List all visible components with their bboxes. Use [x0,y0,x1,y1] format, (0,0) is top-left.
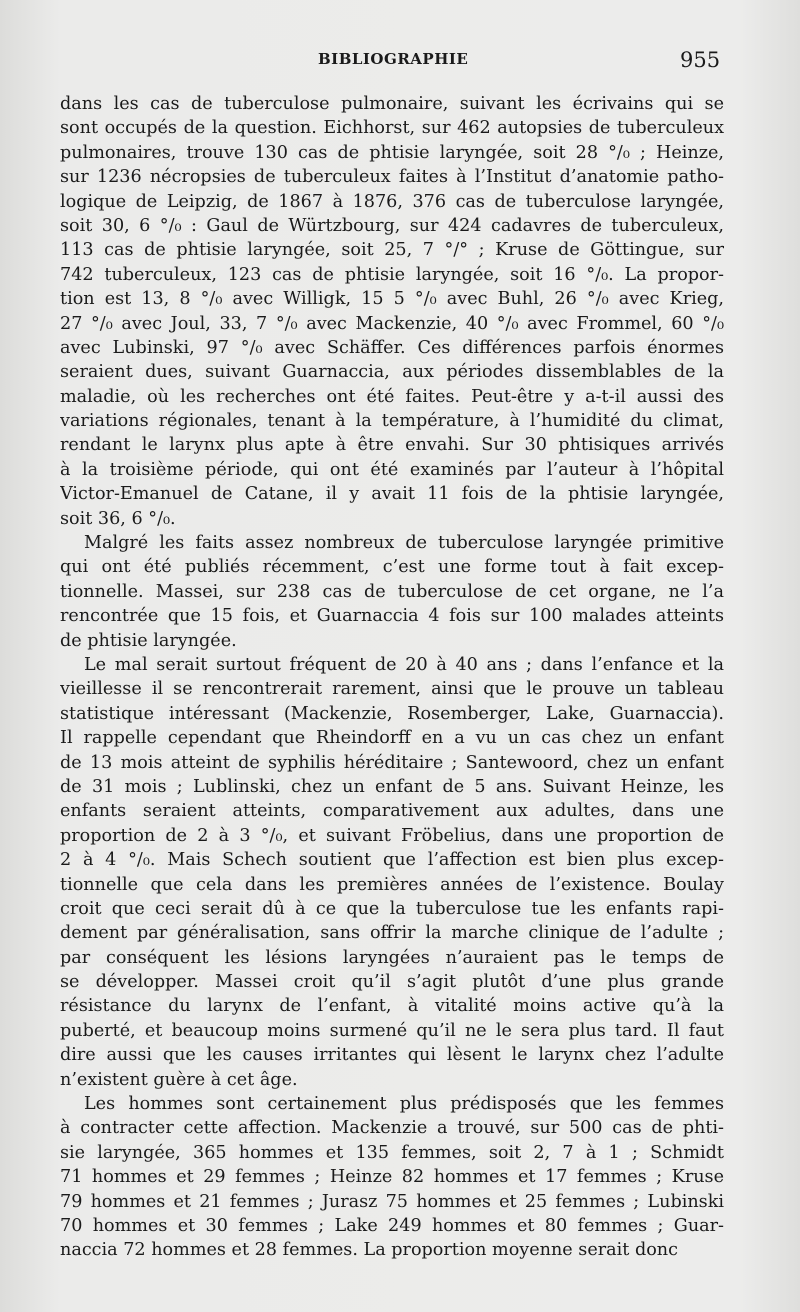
text-line: sont occupés de la question. Eichhorst, sur 462 autopsies de tuberculeux [60,118,724,139]
paragraph [60,1092,724,1263]
text-line: avec Lubinski, 97 °/₀ avec Schäffer. Ces différences parfois énormes [60,337,724,358]
paragraph [60,653,724,1092]
text-line: dans les cas de tuberculose pulmonaire, suivant les écrivains qui se [60,94,724,114]
text-line: 79 hommes et 21 femmes ; Jurasz 75 hommes et 25 femmes ; Lubinski [60,1191,724,1212]
body-text [60,92,724,1263]
text-line: qui ont été publiés récemment, c’est une forme tout à fait excep- [60,557,724,578]
text-line: 71 hommes et 29 femmes ; Heinze 82 hommes et 17 femmes ; Kruse [60,1167,724,1188]
text-line: 742 tuberculeux, 123 cas de phtisie laryngée, soit 16 °/₀. La propor- [60,264,724,285]
text-line: n’existent guère à cet âge. [60,1069,298,1090]
text-line: Les hommes sont certainement plus prédisposés que les femmes [84,1094,724,1115]
text-line: à la troisième période, qui ont été examinés par l’auteur à l’hôpital [60,459,724,480]
text-line: Victor-Emanuel de Catane, il y avait 11 fois de la phtisie laryngée, [60,484,724,505]
text-line: variations régionales, tenant à la température, à l’humidité du climat, [60,411,724,432]
text-line: résistance du larynx de l’enfant, à vitalité moins active qu’à la [60,996,724,1017]
text-line: vieillesse il se rencontrerait rarement, ainsi que le prouve un tableau [60,679,724,700]
text-line: 27 °/₀ avec Joul, 33, 7 °/₀ avec Mackenzie, 40 °/₀ avec Frommel, 60 °/₀ [60,313,724,334]
text-line: tionnelle. Massei, sur 238 cas de tuberculose de cet organe, ne l’a [60,581,724,602]
text-line: Malgré les faits assez nombreux de tuberculose laryngée primitive [84,533,724,554]
text-line: sie laryngée, 365 hommes et 135 femmes, soit 2, 7 à 1 ; Schmidt [60,1142,724,1163]
text-line: maladie, où les recherches ont été faites. Peut-être y a-t-il aussi des [60,386,724,407]
text-line: de phtisie laryngée. [60,630,237,651]
text-line: croit que ceci serait dû à ce que la tuberculose tue les enfants rapi- [60,898,724,919]
text-line: soit 36, 6 °/₀. [60,508,176,529]
text-line: Le mal serait surtout fréquent de 20 à 40 ans ; dans l’enfance et la [84,654,724,675]
text-line: 113 cas de phtisie laryngée, soit 25, 7 °/° ; Kruse de Göttingue, sur [60,240,724,261]
text-line: rencontrée que 15 fois, et Guarnaccia 4 fois sur 100 malades atteints [60,606,724,627]
page-number: 955 [680,48,721,72]
text-line: à contracter cette affection. Mackenzie a trouvé, sur 500 cas de phti- [60,1118,724,1139]
running-title: BIBLIOGRAPHIE [318,50,469,68]
text-line: tion est 13, 8 °/₀ avec Willigk, 15 5 °/₀ avec Buhl, 26 °/₀ avec Krieg, [60,289,724,310]
text-line: soit 30, 6 °/₀ : Gaul de Würtzbourg, sur 424 cadavres de tuberculeux, [60,215,724,236]
text-line: dement par généralisation, sans offrir la marche clinique de l’adulte ; [60,923,724,944]
text-line: de 13 mois atteint de syphilis héréditaire ; Santewoord, chez un enfant [60,752,724,773]
text-line: statistique intéressant (Mackenzie, Rosemberger, Lake, Guarnaccia). [60,703,724,724]
paragraph [60,92,724,531]
text-line: sur 1236 nécropsies de tuberculeux faites à l’Institut d’anatomie patho- [60,167,724,188]
text-line: se développer. Massei croit qu’il s’agit plutôt d’une plus grande [60,972,724,993]
text-line: logique de Leipzig, de 1867 à 1876, 376 cas de tuberculose laryngée, [60,191,724,212]
text-line: Il rappelle cependant que Rheindorff en a vu un cas chez un enfant [60,728,724,749]
text-line: pulmonaires, trouve 130 cas de phtisie laryngée, soit 28 °/₀ ; Heinze, [60,142,724,163]
text-line: par conséquent les lésions laryngées n’auraient pas le temps de [60,947,724,968]
text-line: de 31 mois ; Lublinski, chez un enfant de 5 ans. Suivant Heinze, les [60,776,724,797]
text-line: 70 hommes et 30 femmes ; Lake 249 hommes et 80 femmes ; Guar- [60,1215,724,1236]
text-line: 2 à 4 °/₀. Mais Schech soutient que l’affection est bien plus excep- [60,850,724,871]
text-line: tionnelle que cela dans les premières années de l’existence. Boulay [60,874,724,895]
text-line: dire aussi que les causes irritantes qui lèsent le larynx chez l’adulte [60,1045,724,1066]
text-line: puberté, et beaucoup moins surmené qu’il ne le sera plus tard. Il faut [60,1020,724,1041]
text-line: enfants seraient atteints, comparativement aux adultes, dans une [60,801,724,822]
running-head [0,48,800,72]
text-line: naccia 72 hommes et 28 femmes. La proportion moyenne serait donc [60,1240,678,1261]
text-line: seraient dues, suivant Guarnaccia, aux périodes dissemblables de la [60,362,724,383]
text-line: proportion de 2 à 3 °/₀, et suivant Fröbelius, dans une proportion de [60,825,724,846]
text-line: rendant le larynx plus apte à être envahi. Sur 30 phtisiques arrivés [60,435,724,456]
paragraph [60,531,724,653]
